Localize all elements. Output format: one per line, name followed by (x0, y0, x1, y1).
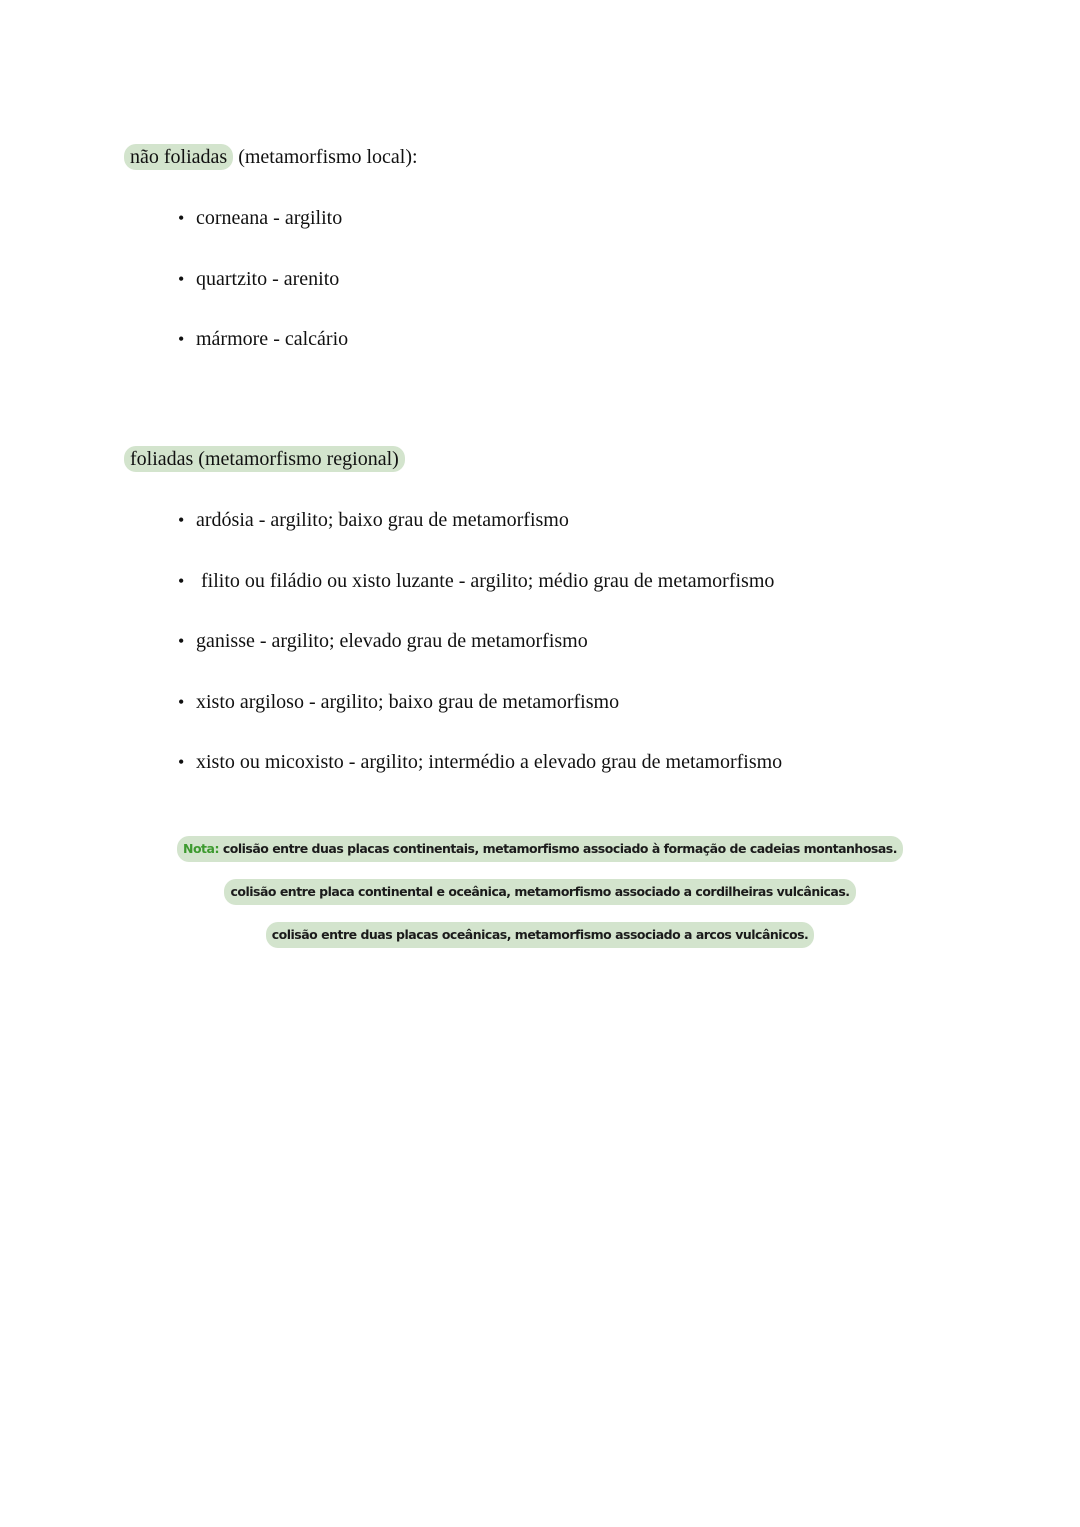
list-item-text: xisto ou micoxisto - argilito; intermédio a elevado grau de metamorfismo (196, 751, 783, 773)
bullet-icon: • (178, 268, 185, 289)
note-text: colisão entre duas placas oceânicas, metamorfismo associado a arcos vulcânicos. (271, 927, 809, 942)
bullet-icon: • (178, 631, 185, 651)
list-item (178, 267, 348, 291)
bullet-icon: • (178, 510, 185, 530)
bullet-icon: • (178, 208, 185, 228)
note-highlight (177, 836, 903, 862)
list-item (178, 206, 348, 230)
foliadas-list (178, 508, 782, 811)
list-item-text: quartzito - arenito (196, 267, 340, 290)
list-item (178, 569, 782, 593)
list-item-text: ganisse - argilito; elevado grau de metamorfismo (196, 630, 588, 652)
note-line (0, 922, 1080, 948)
note-highlight (266, 922, 815, 948)
list-item-text: ardósia - argilito; baixo grau de metamorfismo (196, 509, 569, 531)
note-text: colisão entre duas placas continentais, metamorfismo associado à formação de cadeias montanhosas. (218, 841, 897, 856)
nao-foliadas-list (178, 206, 348, 388)
bullet-icon: • (178, 570, 185, 591)
section-heading-foliadas (124, 447, 405, 471)
heading-rest: (metamorfismo local): (233, 146, 418, 168)
list-item (178, 629, 782, 653)
bullet-icon: • (178, 752, 185, 772)
list-item-text: xisto argiloso - argilito; baixo grau de metamorfismo (196, 690, 620, 713)
heading-highlight: foliadas (metamorfismo regional) (124, 446, 405, 472)
section-heading-nao-foliadas (124, 145, 418, 169)
note-line (0, 836, 1080, 862)
note-text: colisão entre placa continental e oceânica, metamorfismo associado a cordilheiras vulcânicas. (230, 884, 850, 899)
bullet-icon: • (178, 329, 185, 349)
list-item-text: mármore - calcário (196, 328, 349, 350)
notes-block (0, 836, 1080, 965)
list-item (178, 750, 782, 774)
list-item-text: corneana - argilito (196, 207, 343, 229)
heading-highlight: não foliadas (124, 144, 233, 170)
list-item (178, 508, 782, 532)
list-item-text: filito ou filádio ou xisto luzante - argilito; médio grau de metamorfismo (196, 569, 775, 592)
bullet-icon: • (178, 691, 185, 712)
note-line (0, 879, 1080, 905)
list-item (178, 690, 782, 714)
note-highlight (224, 879, 855, 905)
nota-label: Nota: (183, 841, 219, 856)
list-item (178, 327, 348, 351)
